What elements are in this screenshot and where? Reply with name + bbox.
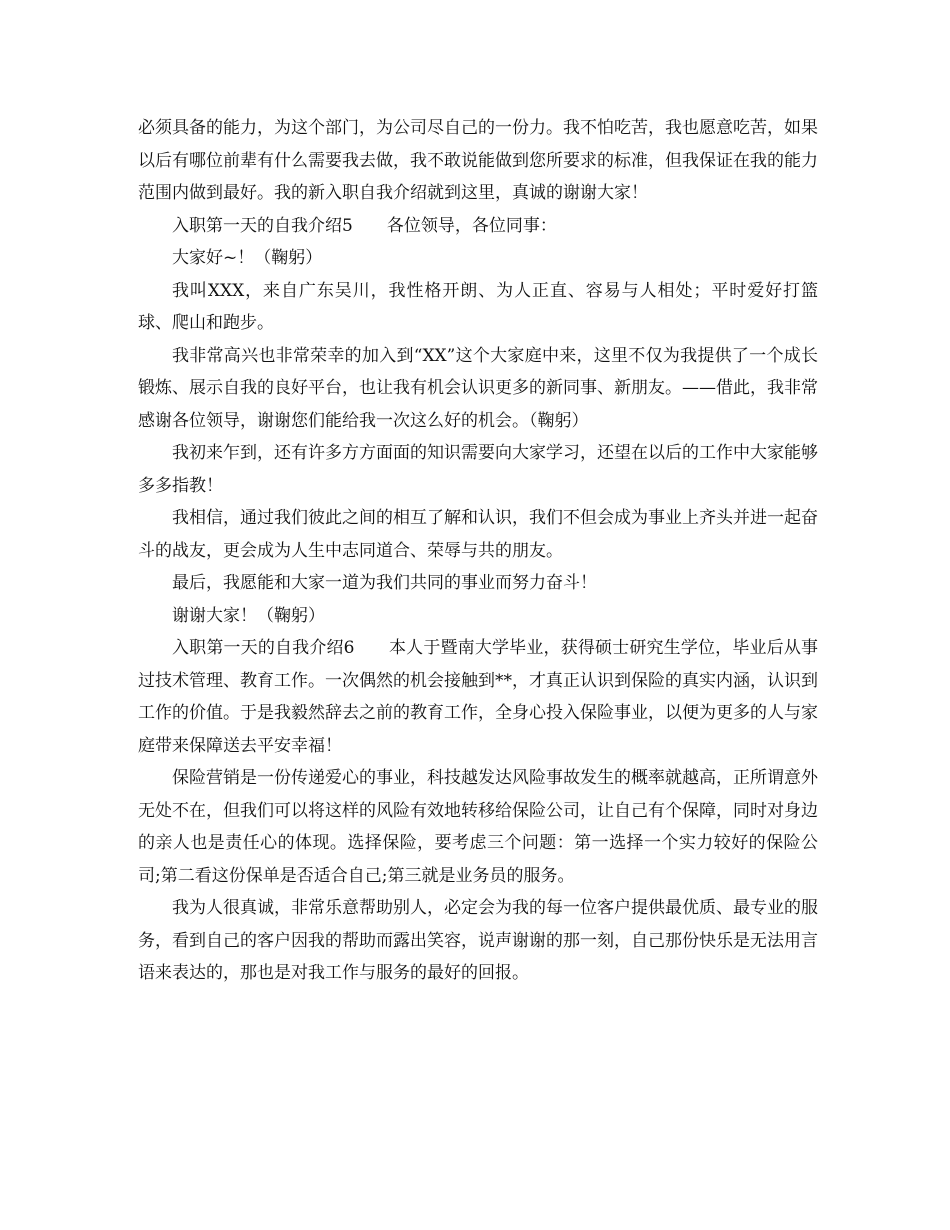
paragraph-7: 我相信，通过我们彼此之间的相互了解和认识，我们不但会成为事业上齐头并进一起奋斗的战友，更会成为人生中志同道合、荣辱与共的朋友。 (138, 508, 818, 561)
paragraph-5: 我非常高兴也非常荣幸的加入到“XX”这个大家庭中来，这里不仅为我提供了一个成长锻炼、展示自我的良好平台，也让我有机会认识更多的新同事、新朋友。——借此，我非常感谢各位领导，谢谢您们能给我一次这么好的机会。（鞠躬） (138, 345, 818, 431)
paragraph-3: 大家好~！（鞠躬） (172, 248, 323, 268)
paragraph-9: 谢谢大家！（鞠躬） (172, 605, 325, 626)
paragraph-2-heading: 入职第一天的自我介绍5 各位领导，各位同事： (172, 215, 557, 236)
paragraph-10-heading: 入职第一天的自我介绍6 本人于暨南大学毕业，获得硕士研究生学位，毕业后从事过技术管理、教育工作。一次偶然的机会接触到**，才真正认识到保险的真实内涵，认识到工作的价值。于是我毅然辞去之前的教育工作，全身心投入保险事业，以便为更多的人与家庭带来保障送去平安幸福！ (138, 638, 818, 756)
paragraph-4: 我叫XXX，来自广东吴川，我性格开朗、为人正直、容易与人相处；平时爱好打篮球、爬山和跑步。 (138, 280, 818, 333)
paragraph-12: 我为人很真诚，非常乐意帮助别人，必定会为我的每一位客户提供最优质、最专业的服务，看到自己的客户因我的帮助而露出笑容，说声谢谢的那一刻，自己那份快乐是无法用言语来表达的，那也是对我工作与服务的最好的回报。 (138, 898, 818, 983)
paragraph-6: 我初来乍到，还有许多方方面面的知识需要向大家学习，还望在以后的工作中大家能够多多指教！ (138, 443, 818, 496)
paragraph-8: 最后，我愿能和大家一道为我们共同的事业而努力奋斗！ (172, 573, 597, 593)
document-body (138, 112, 818, 990)
paragraph-11: 保险营销是一份传递爱心的事业，科技越发达风险事故发生的概率就越高，正所谓意外无处不在，但我们可以将这样的风险有效地转移给保险公司，让自己有个保障，同时对身边的亲人也是责任心的体现。选择保险，要考虑三个问题：第一选择一个实力较好的保险公司;第二看这份保单是否适合自己;第三就是业务员的服务。 (138, 768, 818, 886)
paragraph-1: 必须具备的能力，为这个部门，为公司尽自己的一份力。我不怕吃苦，我也愿意吃苦，如果以后有哪位前辈有什么需要我去做，我不敢说能做到您所要求的标准，但我保证在我的能力范围内做到最好。我的新入职自我介绍就到这里，真诚的谢谢大家！ (138, 118, 818, 203)
